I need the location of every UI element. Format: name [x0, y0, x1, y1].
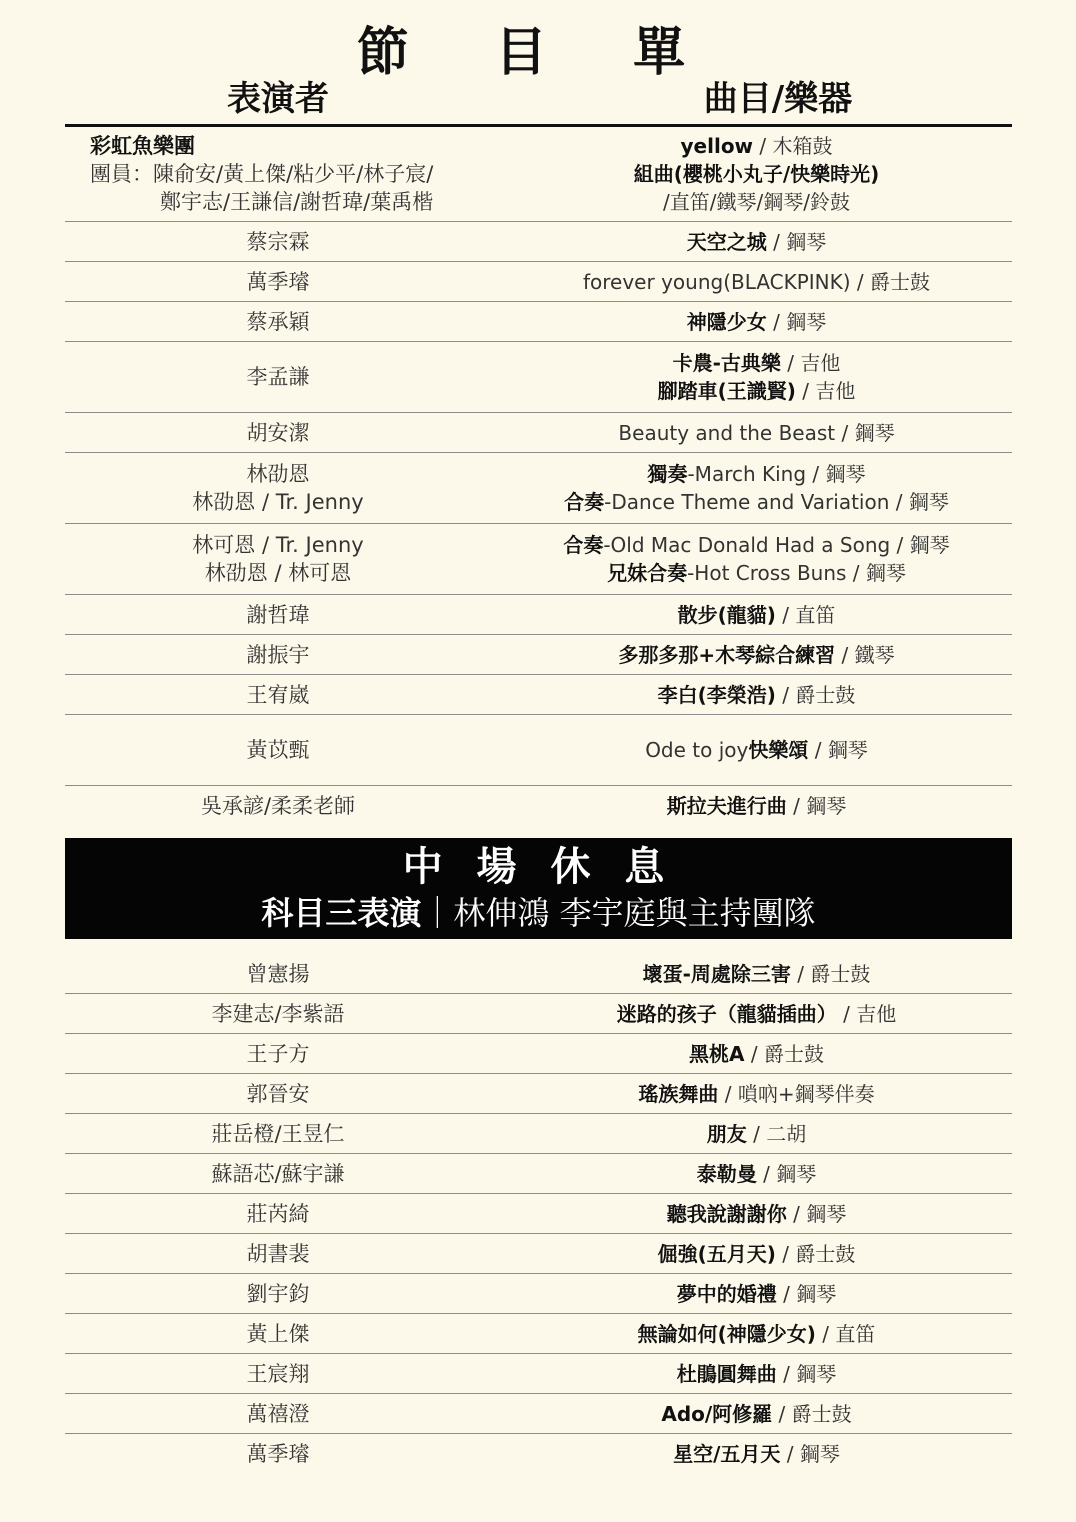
instrument: 鋼琴: [796, 1361, 837, 1386]
piece-line: [677, 1280, 836, 1308]
piece-title: 夢中的婚禮: [676, 1281, 777, 1306]
performer-cell: [65, 1354, 491, 1393]
piece-separator: /: [835, 642, 855, 667]
piece-line: [645, 736, 868, 764]
piece-separator: /: [663, 190, 670, 214]
performer-name: 胡安潔: [246, 420, 310, 445]
piece-line: [638, 1320, 876, 1348]
piece-separator: /: [775, 602, 796, 627]
piece-title: 星空/五月天: [673, 1442, 781, 1466]
performer-cell: [65, 262, 491, 301]
piece-separator: /: [780, 1442, 800, 1466]
program-row: [65, 1314, 1012, 1354]
program-row: [65, 954, 1012, 994]
piece-cell: [491, 786, 1012, 826]
piece-title: 兄妹合奏: [607, 561, 688, 585]
program-row: [65, 1114, 1012, 1154]
piece-title: 李白(李榮浩): [657, 682, 776, 707]
piece-cell: [491, 453, 1012, 523]
performer-cell: [65, 786, 491, 826]
piece-cell: [491, 954, 1012, 993]
program-row: [65, 1274, 1012, 1314]
performer-name: 莊岳橙/王昱仁: [211, 1121, 345, 1146]
performer-cell: [65, 1114, 491, 1153]
instrument: 鋼琴: [825, 462, 866, 486]
performer-name: 萬禧澄: [246, 1401, 310, 1426]
instrument: 鋼琴: [786, 309, 827, 334]
instrument: 鋼琴: [854, 420, 895, 445]
performer-name: 謝哲瑋: [246, 602, 310, 627]
piece-title: 獨奏: [647, 462, 688, 486]
piece-title: 斯拉夫進行曲: [666, 794, 787, 818]
piece-line: [678, 601, 836, 629]
piece-separator: /: [780, 351, 801, 375]
piece-title: 快樂頌: [748, 738, 809, 762]
program-row: [65, 1194, 1012, 1234]
program-row: [65, 1234, 1012, 1274]
piece-title-rest: -Dance Theme and Variation: [604, 490, 890, 514]
piece-cell: [491, 715, 1012, 785]
piece-cell: [491, 524, 1012, 594]
piece-line: [707, 1120, 806, 1148]
instrument: 鋼琴: [776, 1161, 817, 1186]
piece-title: 倔強(五月天): [657, 1241, 776, 1266]
instrument: 爵士鼓: [810, 961, 871, 986]
piece-cell: [491, 1114, 1012, 1153]
performer-name: 劉宇鈞: [246, 1281, 310, 1306]
piece-title: 聽我說謝謝你: [666, 1201, 787, 1226]
instrument: 吉他: [856, 1001, 897, 1026]
performer-cell: [65, 1234, 491, 1273]
piece-title: forever young(BLACKPINK): [582, 269, 851, 294]
band-name: 彩虹魚樂團: [90, 134, 195, 158]
piece-line: [689, 1040, 824, 1068]
piece-separator: /: [775, 682, 796, 707]
program-row: [65, 127, 1012, 222]
performer-cell: [65, 302, 491, 341]
performer-name: 萬季璿: [246, 1442, 310, 1466]
piece-cell: [491, 262, 1012, 301]
piece-line: [673, 349, 841, 377]
piece-title: 迷路的孩子（龍貓插曲）: [616, 1001, 837, 1026]
instrument: 鋼琴: [827, 738, 868, 762]
piece-title: 朋友: [706, 1121, 747, 1146]
piece-line: [583, 268, 930, 296]
piece-line: [697, 1160, 816, 1188]
performer-cell: [65, 1074, 491, 1113]
instrument: 吉他: [815, 379, 856, 403]
instrument: 鋼琴: [786, 229, 827, 254]
piece-separator: /: [815, 1321, 836, 1346]
performer-name: 吳承諺/柔柔老師: [200, 794, 356, 818]
piece-line: [658, 681, 856, 709]
performer-name: 林可恩 / Tr. Jenny: [192, 533, 364, 557]
performer-header: 表演者: [227, 79, 329, 119]
piece-separator: /: [766, 309, 787, 334]
instrument: 直笛/鐵琴/鋼琴/鈴鼓: [669, 190, 850, 214]
piece-cell: [491, 595, 1012, 634]
instrument: 鋼琴: [796, 1281, 837, 1306]
performer-name: 李建志/李紫語: [211, 1001, 345, 1026]
piece-line: [634, 160, 880, 188]
piece-title: 多那多那+木琴綜合練習: [618, 642, 836, 667]
piece-line: [667, 792, 846, 820]
piece-title: 散步(龍貓): [677, 602, 776, 627]
program-row: [65, 302, 1012, 342]
performer-cell: [65, 413, 491, 452]
piece-separator: /: [776, 1281, 797, 1306]
instrument: 木箱鼓: [772, 134, 833, 158]
piece-title: 天空之城: [686, 229, 767, 254]
performer-name: 蔡承穎: [246, 309, 310, 334]
piece-line: [617, 1000, 896, 1028]
piece-title: 合奏: [564, 490, 605, 514]
instrument: 爵士鼓: [763, 1041, 824, 1066]
performer-cell: [65, 1434, 491, 1474]
piece-line: [563, 531, 949, 559]
performer-name: 王宥崴: [246, 682, 310, 707]
instrument: 直笛: [835, 1321, 876, 1346]
performer-cell: [65, 342, 491, 412]
instrument: 吉他: [800, 351, 841, 375]
piece-line: [647, 460, 865, 488]
piece-separator: /: [786, 1201, 807, 1226]
performer-name: 林劭恩 / 林可恩: [204, 561, 352, 585]
program-row: [65, 994, 1012, 1034]
performer-name: 黃苡甄: [246, 738, 310, 762]
instrument: 嗩吶+鋼琴伴奏: [737, 1081, 875, 1106]
piece-separator: /: [776, 1361, 797, 1386]
piece-line: [564, 488, 949, 516]
performer-cell: [65, 635, 491, 674]
piece-separator: /: [718, 1081, 738, 1106]
performer-cell: [65, 595, 491, 634]
piece-cell: [491, 413, 1012, 452]
piece-separator: /: [850, 269, 871, 294]
piece-header: 曲目/樂器: [703, 79, 853, 119]
piece-cell: [491, 1194, 1012, 1233]
piece-line: [673, 1440, 840, 1468]
piece-separator: /: [772, 1401, 792, 1426]
piece-title: 組曲(櫻桃小丸子/快樂時光): [633, 162, 880, 186]
piece-title: 卡農-古典樂: [672, 351, 781, 375]
performer-cell: [65, 1194, 491, 1233]
piece-title: 腳踏車(王識賢): [657, 379, 796, 403]
performer-cell: [65, 994, 491, 1033]
intermission-subtitle: [65, 892, 1012, 934]
program-row: [65, 1074, 1012, 1114]
piece-line: [638, 1080, 874, 1108]
performer-cell: [65, 1154, 491, 1193]
piece-line: [643, 960, 871, 988]
performer-cell: [65, 222, 491, 261]
performer-name: 莊芮綺: [246, 1201, 310, 1226]
performer-name: 蔡宗霖: [246, 229, 310, 254]
instrument: 鋼琴: [865, 561, 906, 585]
piece-cell: [491, 1314, 1012, 1353]
program-row: [65, 1394, 1012, 1434]
program-row: [65, 635, 1012, 675]
performer-cell: [65, 1314, 491, 1353]
performer-name: 胡書裴: [246, 1241, 310, 1266]
piece-cell: [491, 302, 1012, 341]
piece-separator: /: [808, 738, 828, 762]
piece-cell: [491, 222, 1012, 261]
performer-name: 王宸翔: [246, 1361, 310, 1386]
piece-title: 瑤族舞曲: [638, 1081, 719, 1106]
performer-name: 萬季璿: [246, 269, 310, 294]
performer-name: 林劭恩 / Tr. Jenny: [192, 490, 364, 514]
piece-separator: /: [790, 961, 811, 986]
piece-title-rest: -March King: [687, 462, 807, 486]
instrument: 鋼琴: [806, 1201, 847, 1226]
piece-line: [658, 1240, 856, 1268]
piece-separator: /: [746, 1121, 767, 1146]
piece-cell: [491, 994, 1012, 1033]
piece-separator: /: [795, 379, 816, 403]
performer-name: 黃上傑: [246, 1321, 310, 1346]
instrument: 鋼琴: [908, 490, 949, 514]
performer-cell: [65, 1274, 491, 1313]
program-row: [65, 222, 1012, 262]
first-half-list: [65, 127, 1012, 826]
piece-separator: /: [835, 420, 855, 445]
piece-cell: [491, 1354, 1012, 1393]
performer-cell: [65, 1034, 491, 1073]
piece-line: [687, 308, 826, 336]
piece-line: [618, 419, 894, 447]
instrument: 直笛: [795, 602, 836, 627]
performer-name: 郭晉安: [246, 1081, 310, 1106]
piece-separator: /: [786, 794, 807, 818]
intermission-banner: [65, 838, 1012, 939]
piece-cell: [491, 1154, 1012, 1193]
performer-name: 曾憲揚: [246, 961, 310, 986]
piece-title: 合奏: [563, 533, 604, 557]
program-row: [65, 342, 1012, 413]
piece-cell: [491, 127, 1012, 221]
performer-name: 王子方: [246, 1041, 310, 1066]
program-row: [65, 786, 1012, 826]
piece-cell: [491, 342, 1012, 412]
piece-separator: /: [846, 561, 866, 585]
instrument: 鋼琴: [799, 1442, 840, 1466]
piece-separator: /: [753, 134, 773, 158]
piece-separator: /: [806, 462, 826, 486]
piece-title: 黑桃A: [689, 1041, 745, 1066]
instrument: 爵士鼓: [795, 682, 856, 707]
performer-cell: [65, 675, 491, 714]
performer-cell: [65, 453, 491, 523]
instrument: 爵士鼓: [870, 269, 931, 294]
piece-line: [687, 228, 826, 256]
program-row: [65, 413, 1012, 453]
piece-line: [661, 1400, 851, 1428]
instrument: 鋼琴: [806, 794, 847, 818]
program-row: [65, 262, 1012, 302]
performer-name: 林劭恩: [246, 462, 310, 486]
program-row: [65, 675, 1012, 715]
program-row: [65, 524, 1012, 595]
piece-cell: [491, 1034, 1012, 1073]
band-members: 鄭宇志/王謙信/謝哲瑋/葉禹楷: [160, 190, 434, 214]
piece-title: 泰勒曼: [696, 1161, 757, 1186]
performer-cell: [65, 715, 491, 785]
performer-cell: [65, 127, 491, 221]
piece-separator: /: [890, 533, 910, 557]
instrument: 鋼琴: [909, 533, 950, 557]
piece-line: [607, 559, 906, 587]
intermission-act: 科目三表演: [261, 894, 422, 932]
piece-line: [658, 377, 856, 405]
instrument: 鐵琴: [854, 642, 895, 667]
piece-cell: [491, 1434, 1012, 1474]
piece-title: 杜鵑圓舞曲: [676, 1361, 777, 1386]
performer-name: 蘇語芯/蘇宇謙: [211, 1161, 345, 1186]
program-row: [65, 1354, 1012, 1394]
instrument: 爵士鼓: [795, 1241, 856, 1266]
instrument: 爵士鼓: [791, 1401, 852, 1426]
program-row: [65, 595, 1012, 635]
piece-cell: [491, 1074, 1012, 1113]
band-members: 團員：陳俞安/黃上傑/粘少平/林子宸/: [90, 162, 434, 186]
piece-line: [663, 188, 850, 216]
piece-title: Beauty and the Beast: [618, 420, 836, 445]
piece-cell: [491, 1394, 1012, 1433]
piece-cell: [491, 1274, 1012, 1313]
piece-title: 神隱少女: [686, 309, 767, 334]
program-row: [65, 453, 1012, 524]
piece-separator: /: [836, 1001, 857, 1026]
program-row: [65, 1154, 1012, 1194]
program-row: [65, 1034, 1012, 1074]
piece-line: [618, 641, 894, 669]
intermission-title: 中 場 休 息: [402, 844, 675, 890]
piece-separator: /: [756, 1161, 777, 1186]
performer-cell: [65, 524, 491, 594]
performer-cell: [65, 1394, 491, 1433]
program-row: [65, 715, 1012, 786]
piece-title: yellow: [680, 134, 754, 158]
piece-title: 壞蛋-周處除三害: [642, 961, 791, 986]
program-row: [65, 1434, 1012, 1474]
program-title: 節 目 單: [356, 23, 720, 83]
piece-line: [667, 1200, 846, 1228]
piece-separator: /: [775, 1241, 796, 1266]
piece-line: [677, 1360, 836, 1388]
piece-cell: [491, 1234, 1012, 1273]
piece-cell: [491, 675, 1012, 714]
piece-title: Ado/阿修羅: [661, 1401, 773, 1426]
performer-name: 謝振宇: [246, 642, 310, 667]
piece-separator: /: [766, 229, 787, 254]
intermission-performers: ｜林伸鴻 李宇庭與主持團隊: [421, 894, 816, 932]
piece-title-prefix: Ode to joy: [645, 738, 749, 762]
piece-separator: /: [889, 490, 909, 514]
instrument: 二胡: [766, 1121, 807, 1146]
piece-line: [681, 132, 833, 160]
performer-name: 李孟謙: [246, 365, 310, 389]
performer-cell: [65, 954, 491, 993]
piece-title: 無論如何(神隱少女): [637, 1321, 816, 1346]
piece-title-rest: -Hot Cross Buns: [687, 561, 847, 585]
piece-separator: /: [744, 1041, 764, 1066]
piece-title-rest: -Old Mac Donald Had a Song: [603, 533, 891, 557]
piece-cell: [491, 635, 1012, 674]
second-half-list: [65, 954, 1012, 1474]
